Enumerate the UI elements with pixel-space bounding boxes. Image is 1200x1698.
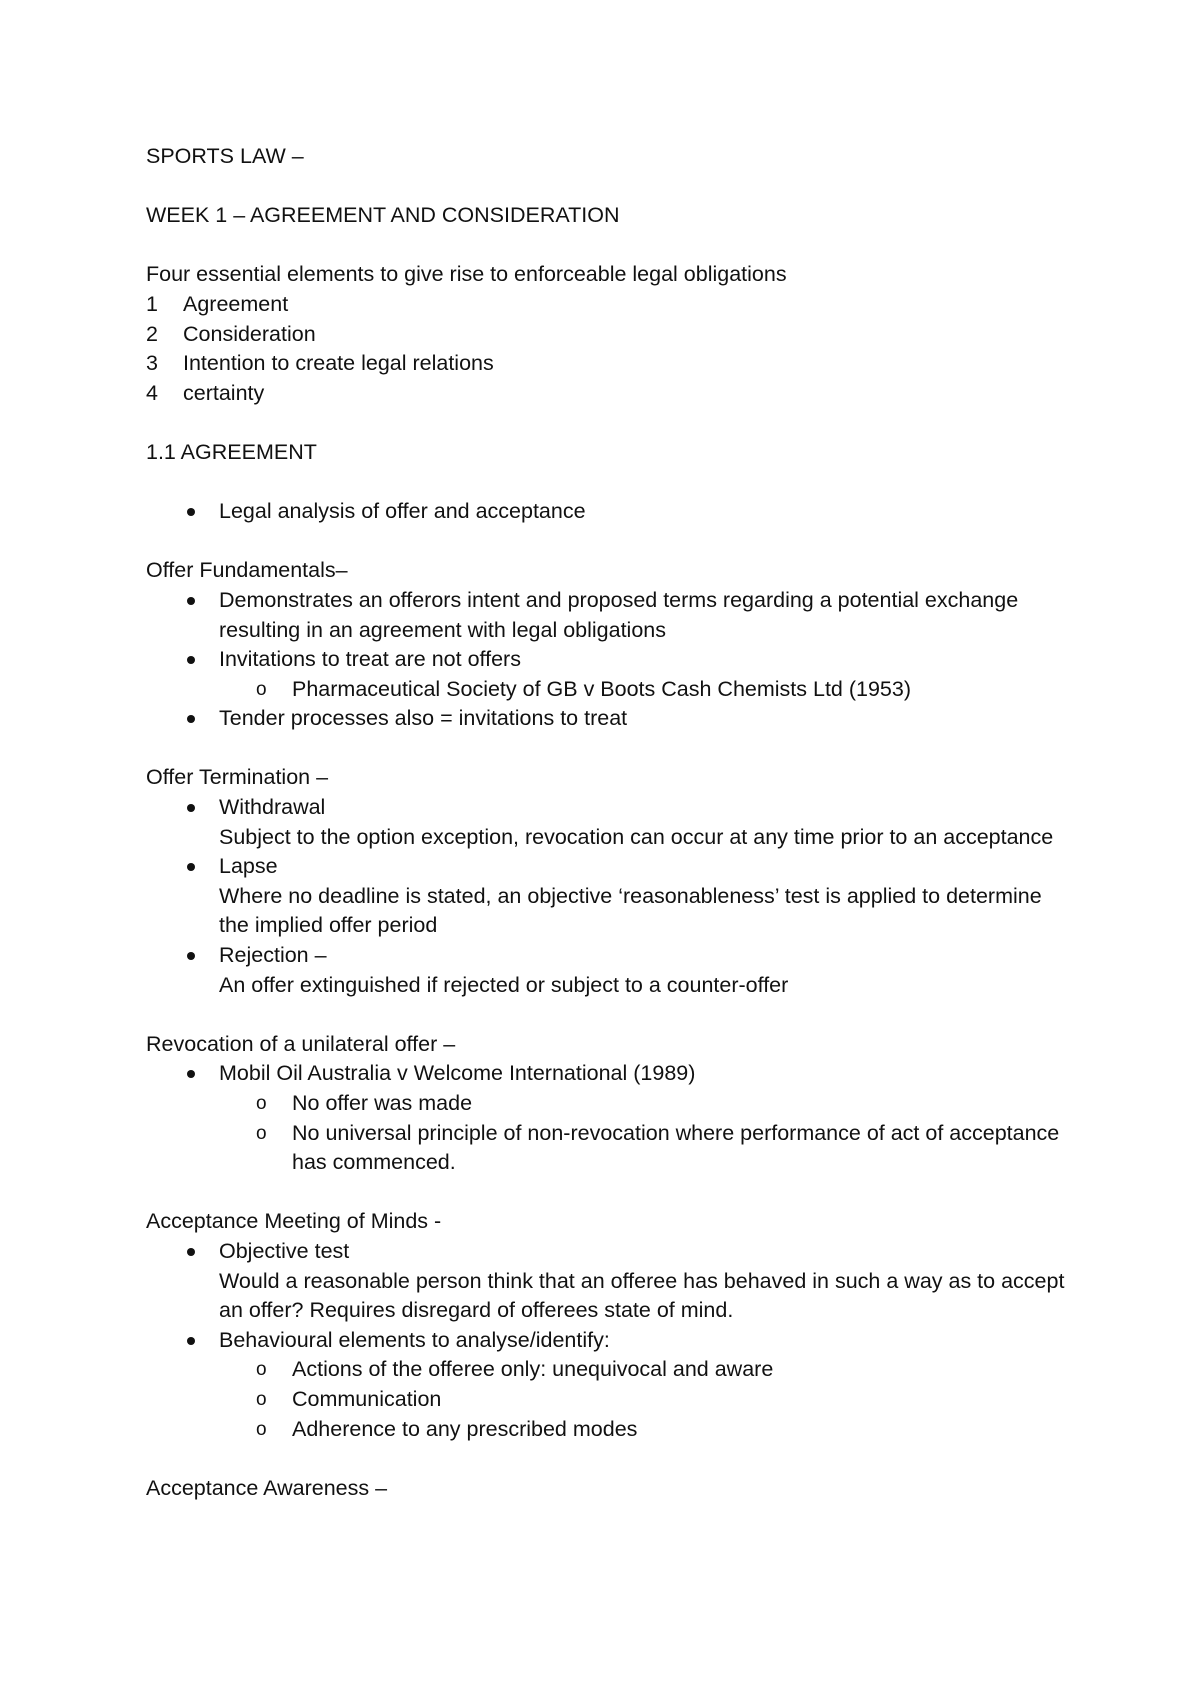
list-item	[146, 349, 1066, 379]
sub-bullet-item: o Communication	[146, 1385, 1066, 1415]
sub-bullet-icon: o	[256, 1388, 267, 1410]
bullet-icon	[187, 508, 195, 516]
bullet-icon	[187, 1248, 195, 1256]
bullet-item: Objective test	[146, 1237, 1066, 1267]
week-heading: WEEK 1 – AGREEMENT AND CONSIDERATION	[146, 203, 620, 228]
offer-fundamentals-heading: Offer Fundamentals–	[146, 558, 348, 583]
elements-intro: Four essential elements to give rise to enforceable legal obligations	[146, 262, 787, 287]
bullet-body: Would a reasonable person think that an offeree has behaved in such a way as to accept an offer? Requires disregard of offerees state of mind.	[219, 1268, 1065, 1323]
bullet-body: An offer extinguished if rejected or subject to a counter-offer	[219, 972, 789, 997]
bullet-icon	[187, 804, 195, 812]
revocation-heading: Revocation of a unilateral offer –	[146, 1031, 456, 1056]
sub-bullet-icon: o	[256, 678, 267, 700]
bullet-icon	[187, 863, 195, 871]
acceptance-awareness-heading: Acceptance Awareness –	[146, 1475, 388, 1500]
bullet-item: Withdrawal	[146, 793, 1066, 823]
list-text: certainty	[183, 380, 265, 405]
section-heading-agreement: 1.1 AGREEMENT	[146, 439, 317, 464]
sub-bullet-icon: o	[256, 1418, 267, 1440]
list-text: Consideration	[183, 321, 316, 346]
sub-bullet-item: o Actions of the offeree only: unequivocal and aware	[146, 1355, 1066, 1385]
bullet-item: Rejection –	[146, 941, 1066, 971]
bullet-body: Where no deadline is stated, an objective ‘reasonableness’ test is applied to determine the implied offer period	[219, 883, 1042, 938]
sub-bullet-item: o Adherence to any prescribed modes	[146, 1415, 1066, 1445]
sub-bullet-icon: o	[256, 1122, 267, 1144]
bullet-item: Behavioural elements to analyse/identify:	[146, 1326, 1066, 1356]
bullet-icon	[187, 952, 195, 960]
bullet-item: Lapse	[146, 852, 1066, 882]
bullet-icon	[187, 715, 195, 723]
sub-bullet-item: o Pharmaceutical Society of GB v Boots Cash Chemists Ltd (1953)	[146, 675, 1066, 705]
list-item	[146, 290, 1066, 320]
list-text: Intention to create legal relations	[183, 351, 494, 376]
list-number: 2	[146, 321, 158, 346]
sub-bullet-item: o No offer was made	[146, 1089, 1066, 1119]
list-number: 1	[146, 291, 158, 316]
acceptance-minds-heading: Acceptance Meeting of Minds -	[146, 1209, 442, 1234]
elements-list	[146, 290, 1066, 408]
bullet-item: Mobil Oil Australia v Welcome International (1989)	[146, 1059, 1066, 1089]
list-item	[146, 320, 1066, 350]
bullet-item: Legal analysis of offer and acceptance	[146, 497, 1066, 527]
list-item	[146, 379, 1066, 409]
bullet-body: Subject to the option exception, revocation can occur at any time prior to an acceptance	[219, 824, 1054, 849]
bullet-icon	[187, 656, 195, 664]
list-number: 4	[146, 380, 158, 405]
list-text: Agreement	[183, 291, 289, 316]
list-number: 3	[146, 351, 158, 376]
sub-bullet-icon: o	[256, 1359, 267, 1381]
bullet-item: Invitations to treat are not offers	[146, 645, 1066, 675]
offer-termination-heading: Offer Termination –	[146, 765, 329, 790]
sub-bullet-item: o No universal principle of non-revocation where performance of act of acceptance has commenced.	[256, 1120, 1060, 1175]
bullet-icon	[187, 597, 195, 605]
sub-bullet-icon: o	[256, 1093, 267, 1114]
bullet-item: Demonstrates an offerors intent and proposed terms regarding a potential exchange resulting in an agreement with legal obligations	[146, 586, 1066, 645]
document-title: SPORTS LAW –	[146, 144, 304, 168]
document-page	[146, 142, 1066, 1503]
bullet-icon	[187, 1337, 195, 1345]
bullet-icon	[187, 1070, 195, 1078]
bullet-item: Tender processes also = invitations to treat	[146, 704, 1066, 734]
